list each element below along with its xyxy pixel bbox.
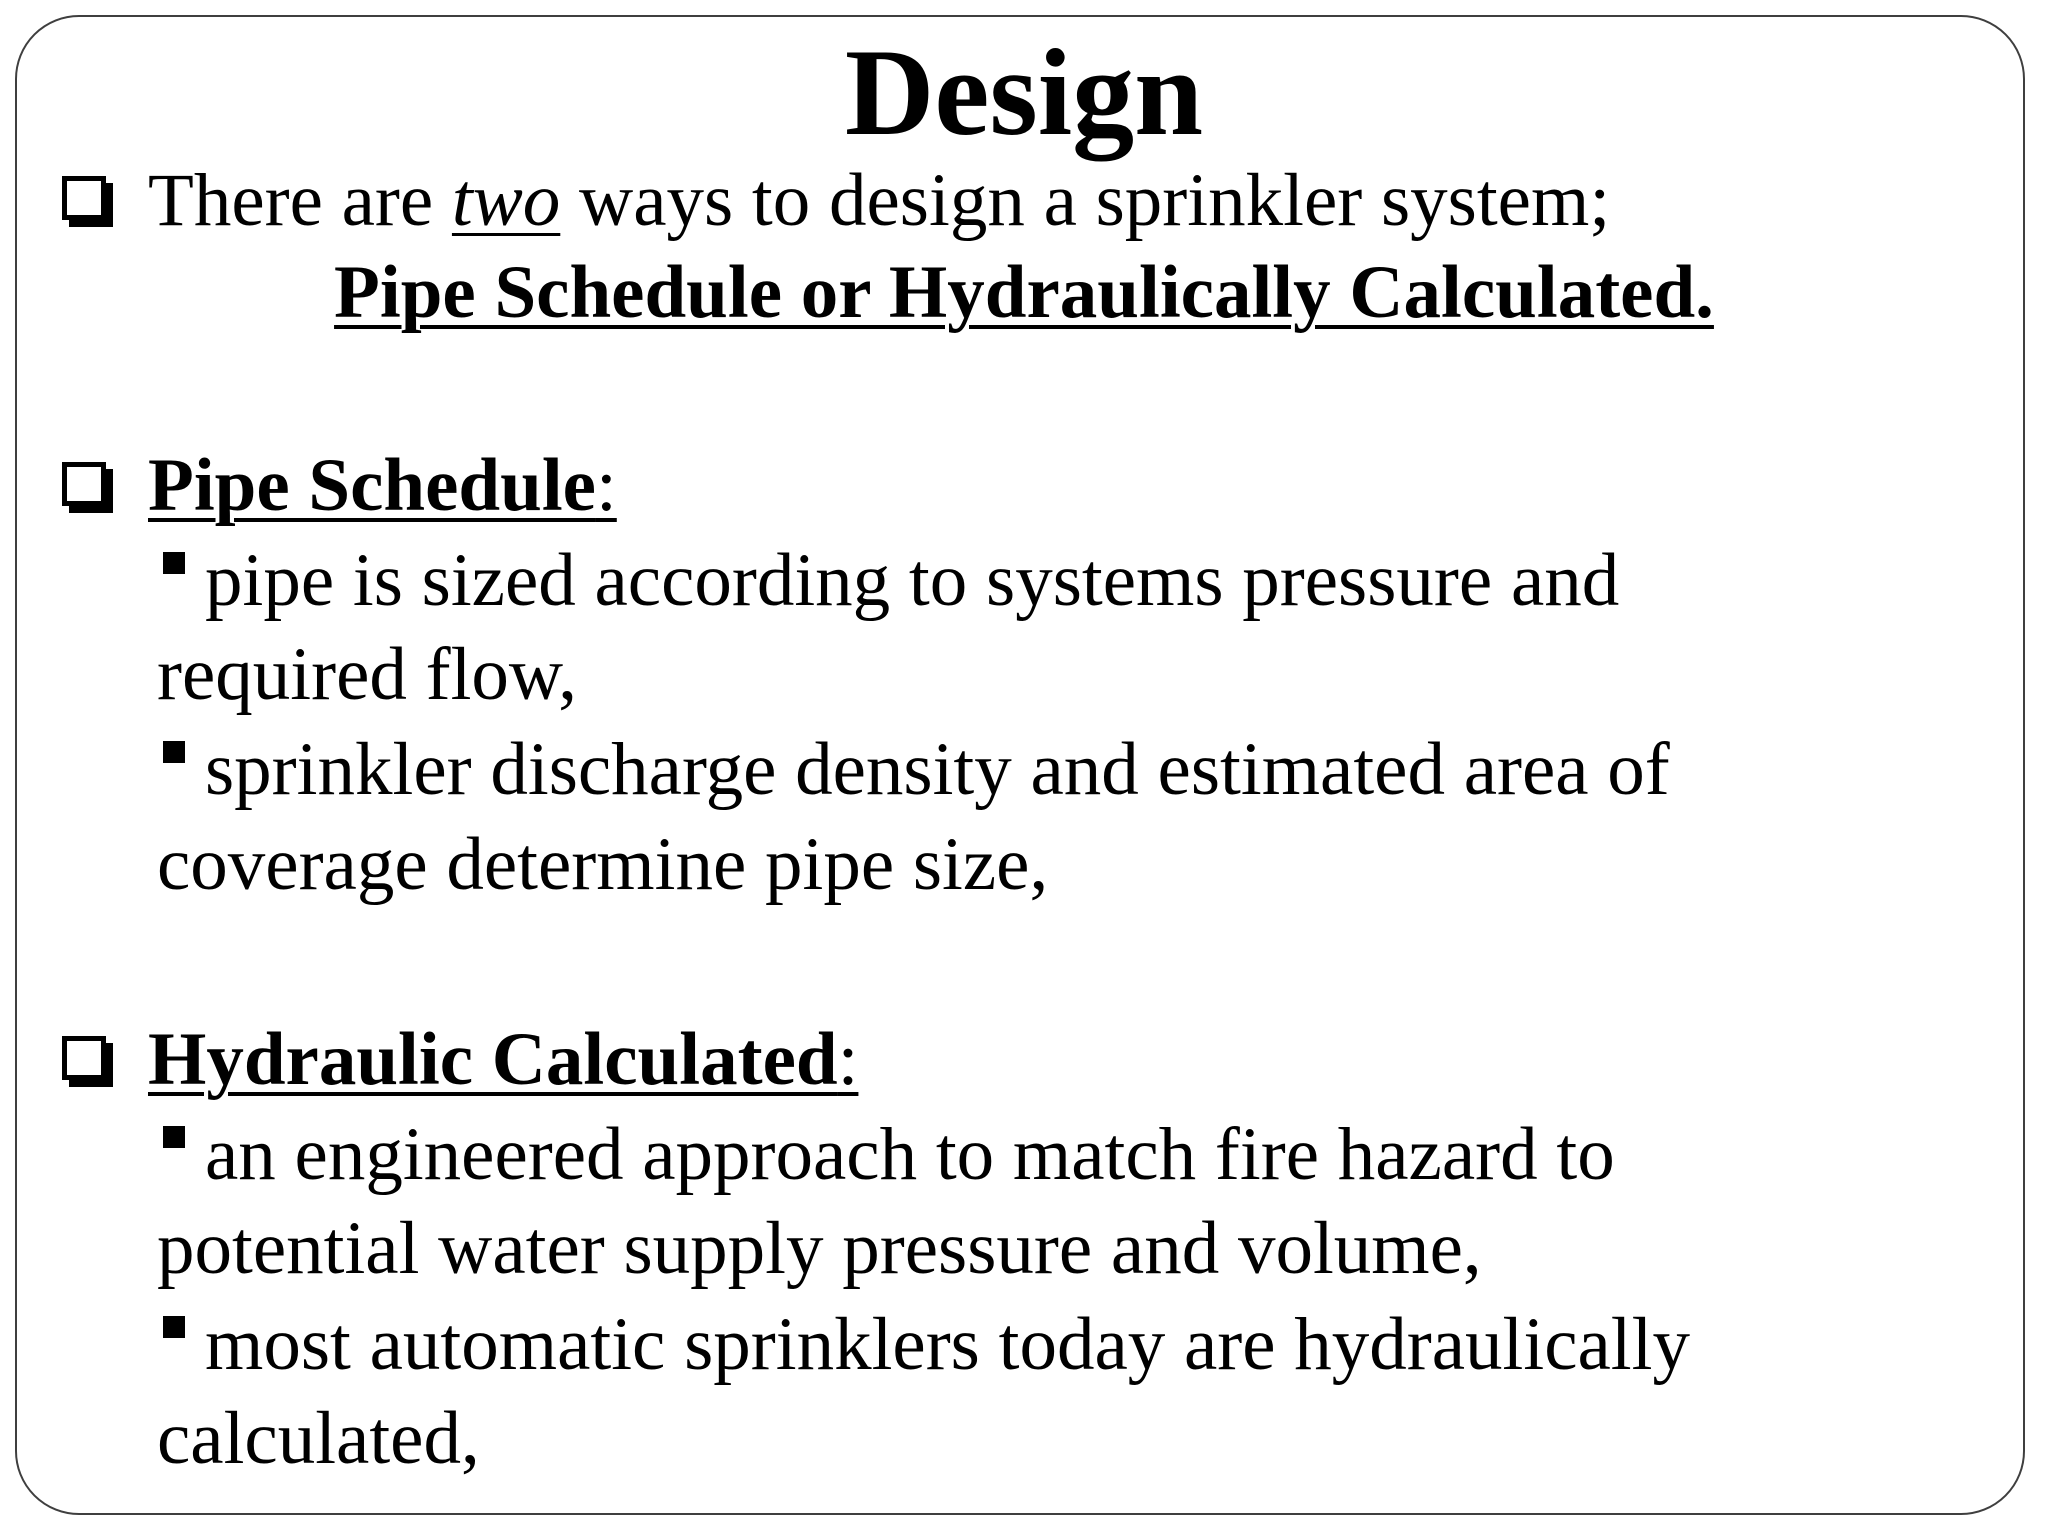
section-heading-text: Hydraulic Calculated [148, 1018, 838, 1101]
square-bullet-icon [163, 741, 185, 763]
bullet-line [163, 1110, 1615, 1200]
bullet-text: pipe is sized according to systems pressure and [205, 539, 1620, 622]
section-heading-pipe-schedule [148, 441, 617, 531]
section-heading-hydraulic-calculated [148, 1015, 858, 1105]
intro-suffix: ways to design a sprinkler system; [560, 159, 1611, 242]
bullet-text: an engineered approach to match fire hazard to [205, 1113, 1615, 1196]
section-heading-colon: : [837, 1018, 859, 1101]
bullet-continuation: coverage determine pipe size, [157, 823, 1049, 906]
bullet-continuation: calculated, [157, 1397, 480, 1480]
bullet-continuation: potential water supply pressure and volume, [157, 1207, 1482, 1290]
checkbox-bullet-icon [62, 176, 106, 220]
intro-line [148, 156, 1610, 246]
bullet-text: most automatic sprinklers today are hydraulically [205, 1303, 1690, 1386]
section-heading-colon: : [595, 444, 617, 527]
intro-prefix: There are [148, 159, 452, 242]
bullet-continuation: required flow, [157, 633, 577, 716]
bullet-line [163, 536, 1619, 626]
square-bullet-icon [163, 552, 185, 574]
bullet-text: sprinkler discharge density and estimated area of [205, 728, 1670, 811]
slide-title: Design [844, 24, 1204, 161]
checkbox-bullet-icon [62, 462, 106, 506]
square-bullet-icon [163, 1316, 185, 1338]
square-bullet-icon [163, 1126, 185, 1148]
intro-methods-text: Pipe Schedule or Hydraulically Calculated. [334, 251, 1714, 334]
intro-methods [0, 248, 2048, 338]
intro-emphasis: two [451, 159, 561, 242]
bullet-line [163, 1300, 1690, 1390]
checkbox-bullet-icon [62, 1036, 106, 1080]
section-heading-text: Pipe Schedule [148, 444, 596, 527]
bullet-line [163, 725, 1670, 815]
